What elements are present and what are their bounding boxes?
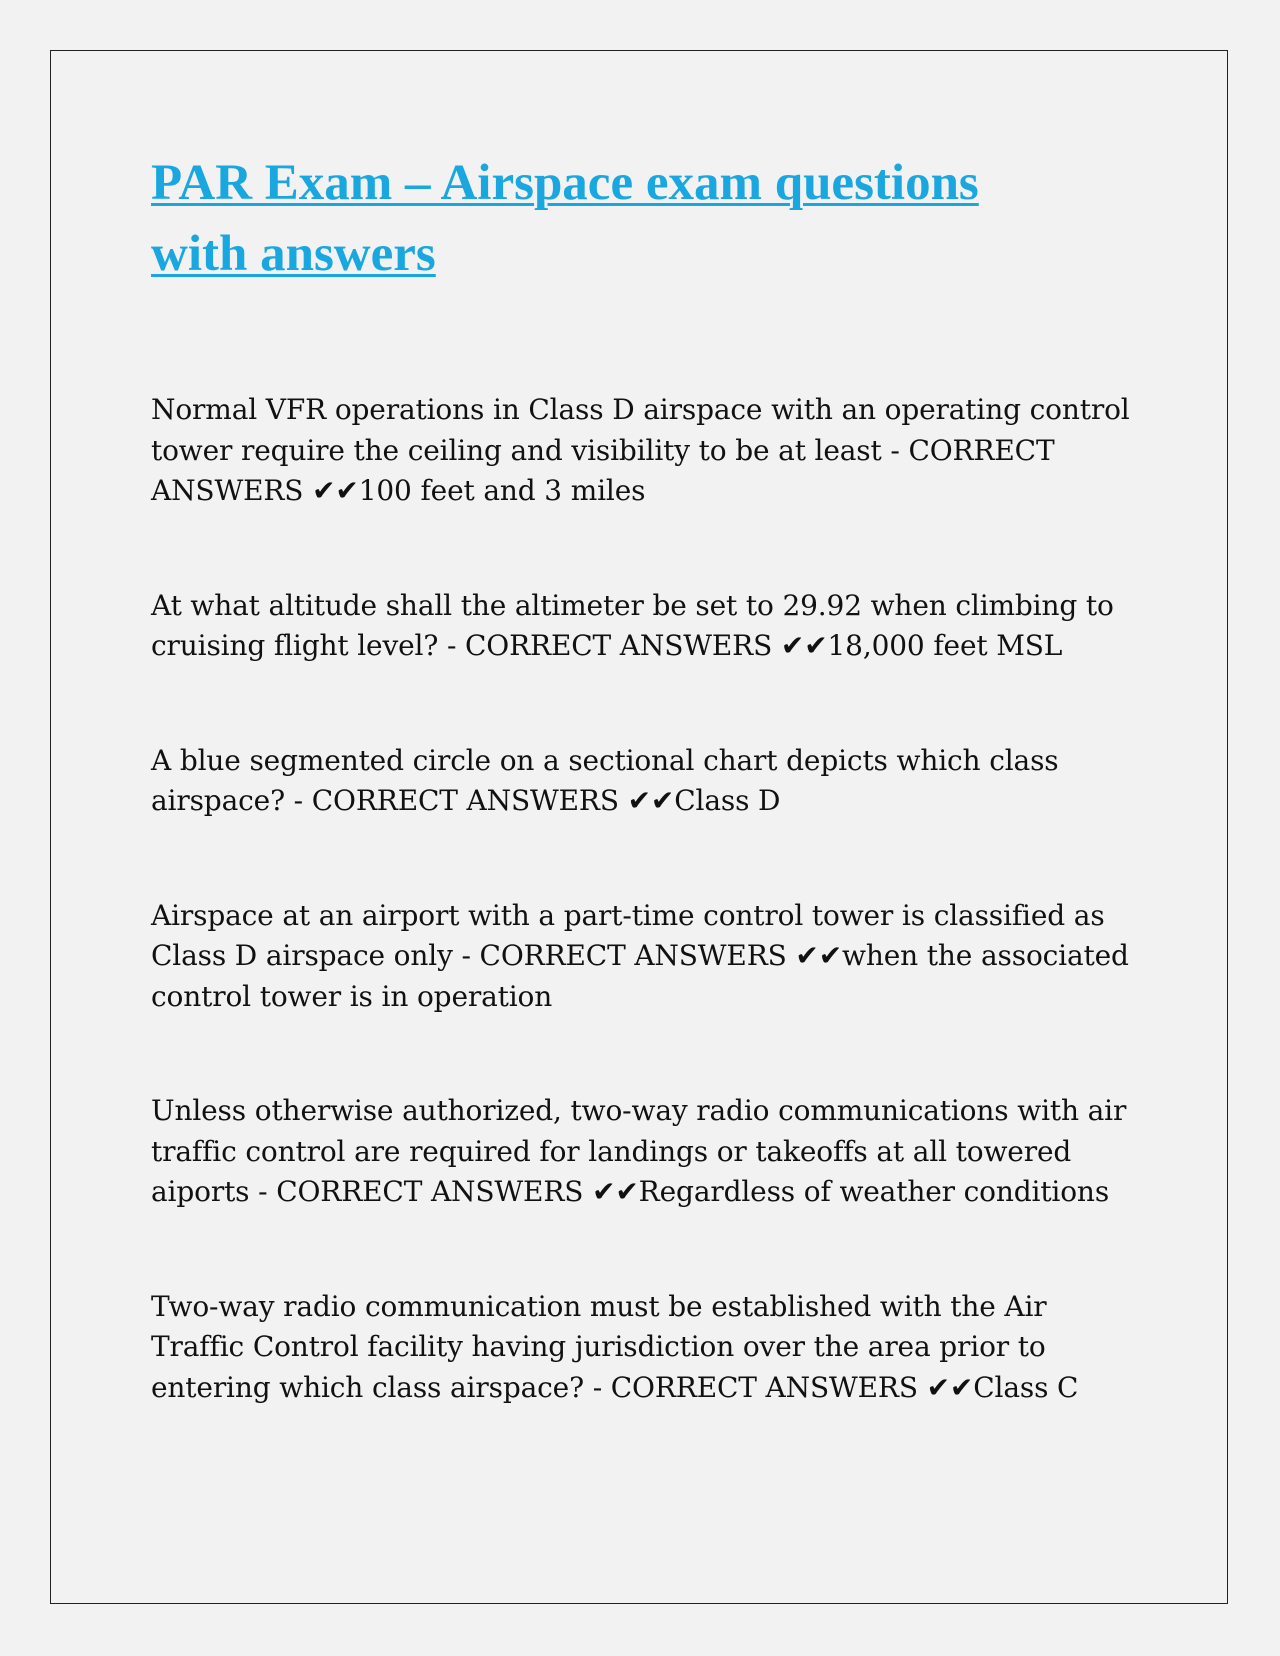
- qa-item: A blue segmented circle on a sectional chart depicts which class airspace? - CORRECT ANSWERS ✔✔Class D: [151, 743, 1059, 817]
- document-content: [151, 148, 1141, 1482]
- qa-item: Normal VFR operations in Class D airspace with an operating control tower require the ceiling and visibility to be at least - CORRECT ANSWERS ✔✔100 feet and 3 miles: [151, 393, 1130, 507]
- qa-list: [151, 390, 1141, 1408]
- qa-item: Unless otherwise authorized, two-way radio communications with air traffic control are required for landings or takeoffs at all towered aiports - CORRECT ANSWERS ✔✔Regardless of weather conditions: [151, 1094, 1127, 1208]
- qa-item: Airspace at an airport with a part-time control tower is classified as Class D airspace only - CORRECT ANSWERS ✔✔when the associated control tower is in operation: [151, 898, 1129, 1013]
- qa-item: At what altitude shall the altimeter be set to 29.92 when climbing to cruising flight level? - CORRECT ANSWERS ✔✔18,000 feet MSL: [151, 588, 1114, 662]
- qa-item: Two-way radio communication must be established with the Air Traffic Control facility having jurisdiction over the area prior to entering which class airspace? - CORRECT ANSWERS ✔✔Class C: [151, 1289, 1079, 1404]
- document-title: PAR Exam – Airspace exam questions with answers: [151, 155, 979, 282]
